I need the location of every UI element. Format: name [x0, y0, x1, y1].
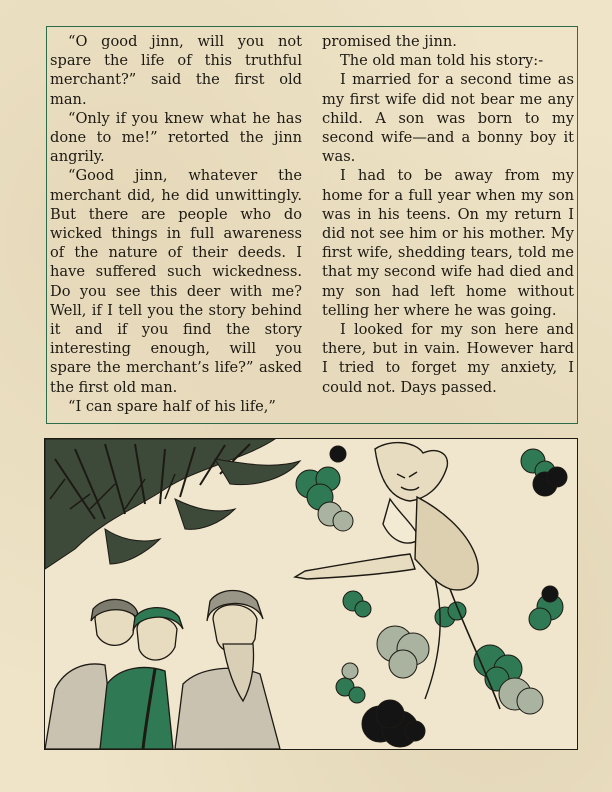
paragraph: “I can spare half of his life,” [68, 397, 276, 415]
old-men [45, 591, 280, 750]
paragraph: “Good jinn, whatever the merchant did, he did unwittingly. But there are people who do wicked things in full awareness of the nature of their deeds. I have suffered such wickedness. Do you see this deer with me? Well, if I tell you the story behind it and if you find the story interesting enough, will you spare the merchant’s life?” asked the first old man. [50, 167, 302, 396]
paragraph: I married for a second time as my first wife did not bear me any child. A son was born to my second wife—and a bonny boy it was. [322, 71, 574, 166]
paragraph: “Only if you knew what he has done to me!” retorted the jinn angrily. [50, 109, 302, 166]
paragraph: I looked for my son here and there, but in vain. However hard I tried to forget my anxiety, I could not. Days passed. [322, 321, 574, 396]
tree-branches [45, 439, 300, 569]
paragraph: promised the jinn. [322, 33, 457, 50]
left-text-column [50, 32, 302, 416]
illustration-drawing [45, 439, 577, 749]
paragraph: I had to be away from my home for a full year when my son was in his teens. On my return I did not see him or his mother. My first wife, shedding tears, told me that my second wife had died and my son had left home without telling her where he was going. [322, 167, 574, 319]
jinn-illustration [44, 438, 578, 750]
paragraph: The old man told his story:- [340, 52, 544, 70]
paragraph: “O good jinn, will you not spare the life of this truthful merchant?” said the first old man. [50, 33, 302, 108]
right-text-column [322, 32, 574, 397]
